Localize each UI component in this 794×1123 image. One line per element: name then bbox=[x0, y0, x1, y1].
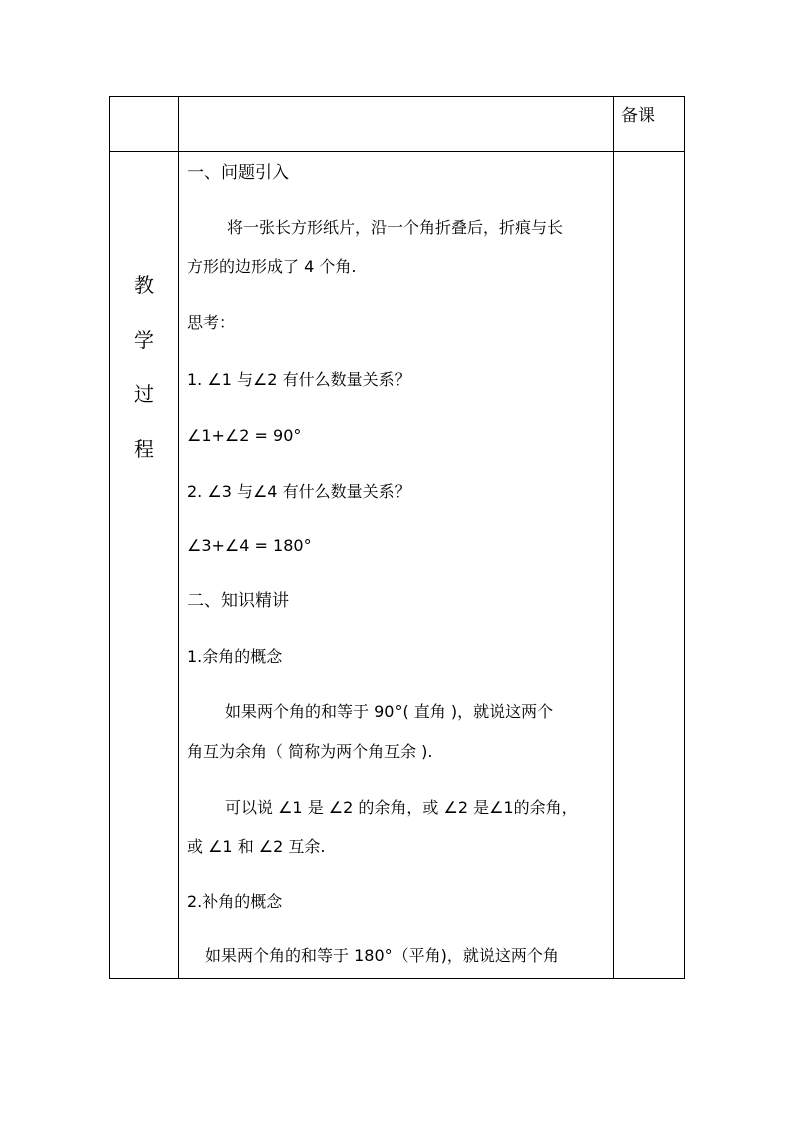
table-divider-left bbox=[178, 96, 179, 979]
question-1: 1. ∠1 与∠2 有什么数量关系？ bbox=[187, 370, 411, 389]
supplementary-angle-title: 2.补角的概念 bbox=[187, 892, 283, 911]
table-border-left bbox=[109, 96, 110, 979]
supplementary-definition-line-1: 如果两个角的和等于 180°（平角)，就说这两个角 bbox=[205, 946, 559, 965]
lesson-table bbox=[109, 96, 685, 979]
answer-2: ∠3+∠4 = 180° bbox=[187, 536, 312, 555]
section-knowledge-heading: 二、知识精讲 bbox=[187, 591, 289, 611]
table-border-right bbox=[684, 96, 685, 979]
complementary-example-line-2: 或 ∠1 和 ∠2 互余. bbox=[187, 837, 326, 856]
paragraph-intro-line-1: 将一张长方形纸片，沿一个角折叠后，折痕与长 bbox=[227, 218, 564, 237]
complementary-definition-line-1: 如果两个角的和等于 90°( 直角 )，就说这两个 bbox=[225, 702, 554, 721]
complementary-definition-line-2: 角互为余角（ 简称为两个角互余 ). bbox=[187, 742, 433, 761]
prep-notes-header: 备课 bbox=[621, 106, 655, 126]
answer-1: ∠1+∠2 = 90° bbox=[187, 426, 302, 445]
teaching-process-char-2: 学 bbox=[134, 328, 154, 352]
paragraph-intro-line-2: 方形的边形成了 4 个角. bbox=[187, 257, 357, 276]
thinking-label: 思考： bbox=[187, 313, 236, 332]
teaching-process-char-1: 教 bbox=[134, 273, 154, 297]
table-border-top bbox=[109, 96, 685, 97]
teaching-process-char-4: 程 bbox=[134, 437, 154, 461]
table-divider-right bbox=[613, 96, 614, 979]
complementary-example-line-1: 可以说 ∠1 是 ∠2 的余角，或 ∠2 是∠1的余角， bbox=[225, 798, 578, 817]
table-border-header-bottom bbox=[109, 151, 685, 152]
teaching-process-char-3: 过 bbox=[134, 382, 154, 406]
complementary-angle-title: 1.余角的概念 bbox=[187, 647, 283, 666]
table-border-bottom bbox=[109, 978, 685, 979]
section-intro-heading: 一、问题引入 bbox=[187, 163, 289, 183]
question-2: 2. ∠3 与∠4 有什么数量关系？ bbox=[187, 482, 411, 501]
